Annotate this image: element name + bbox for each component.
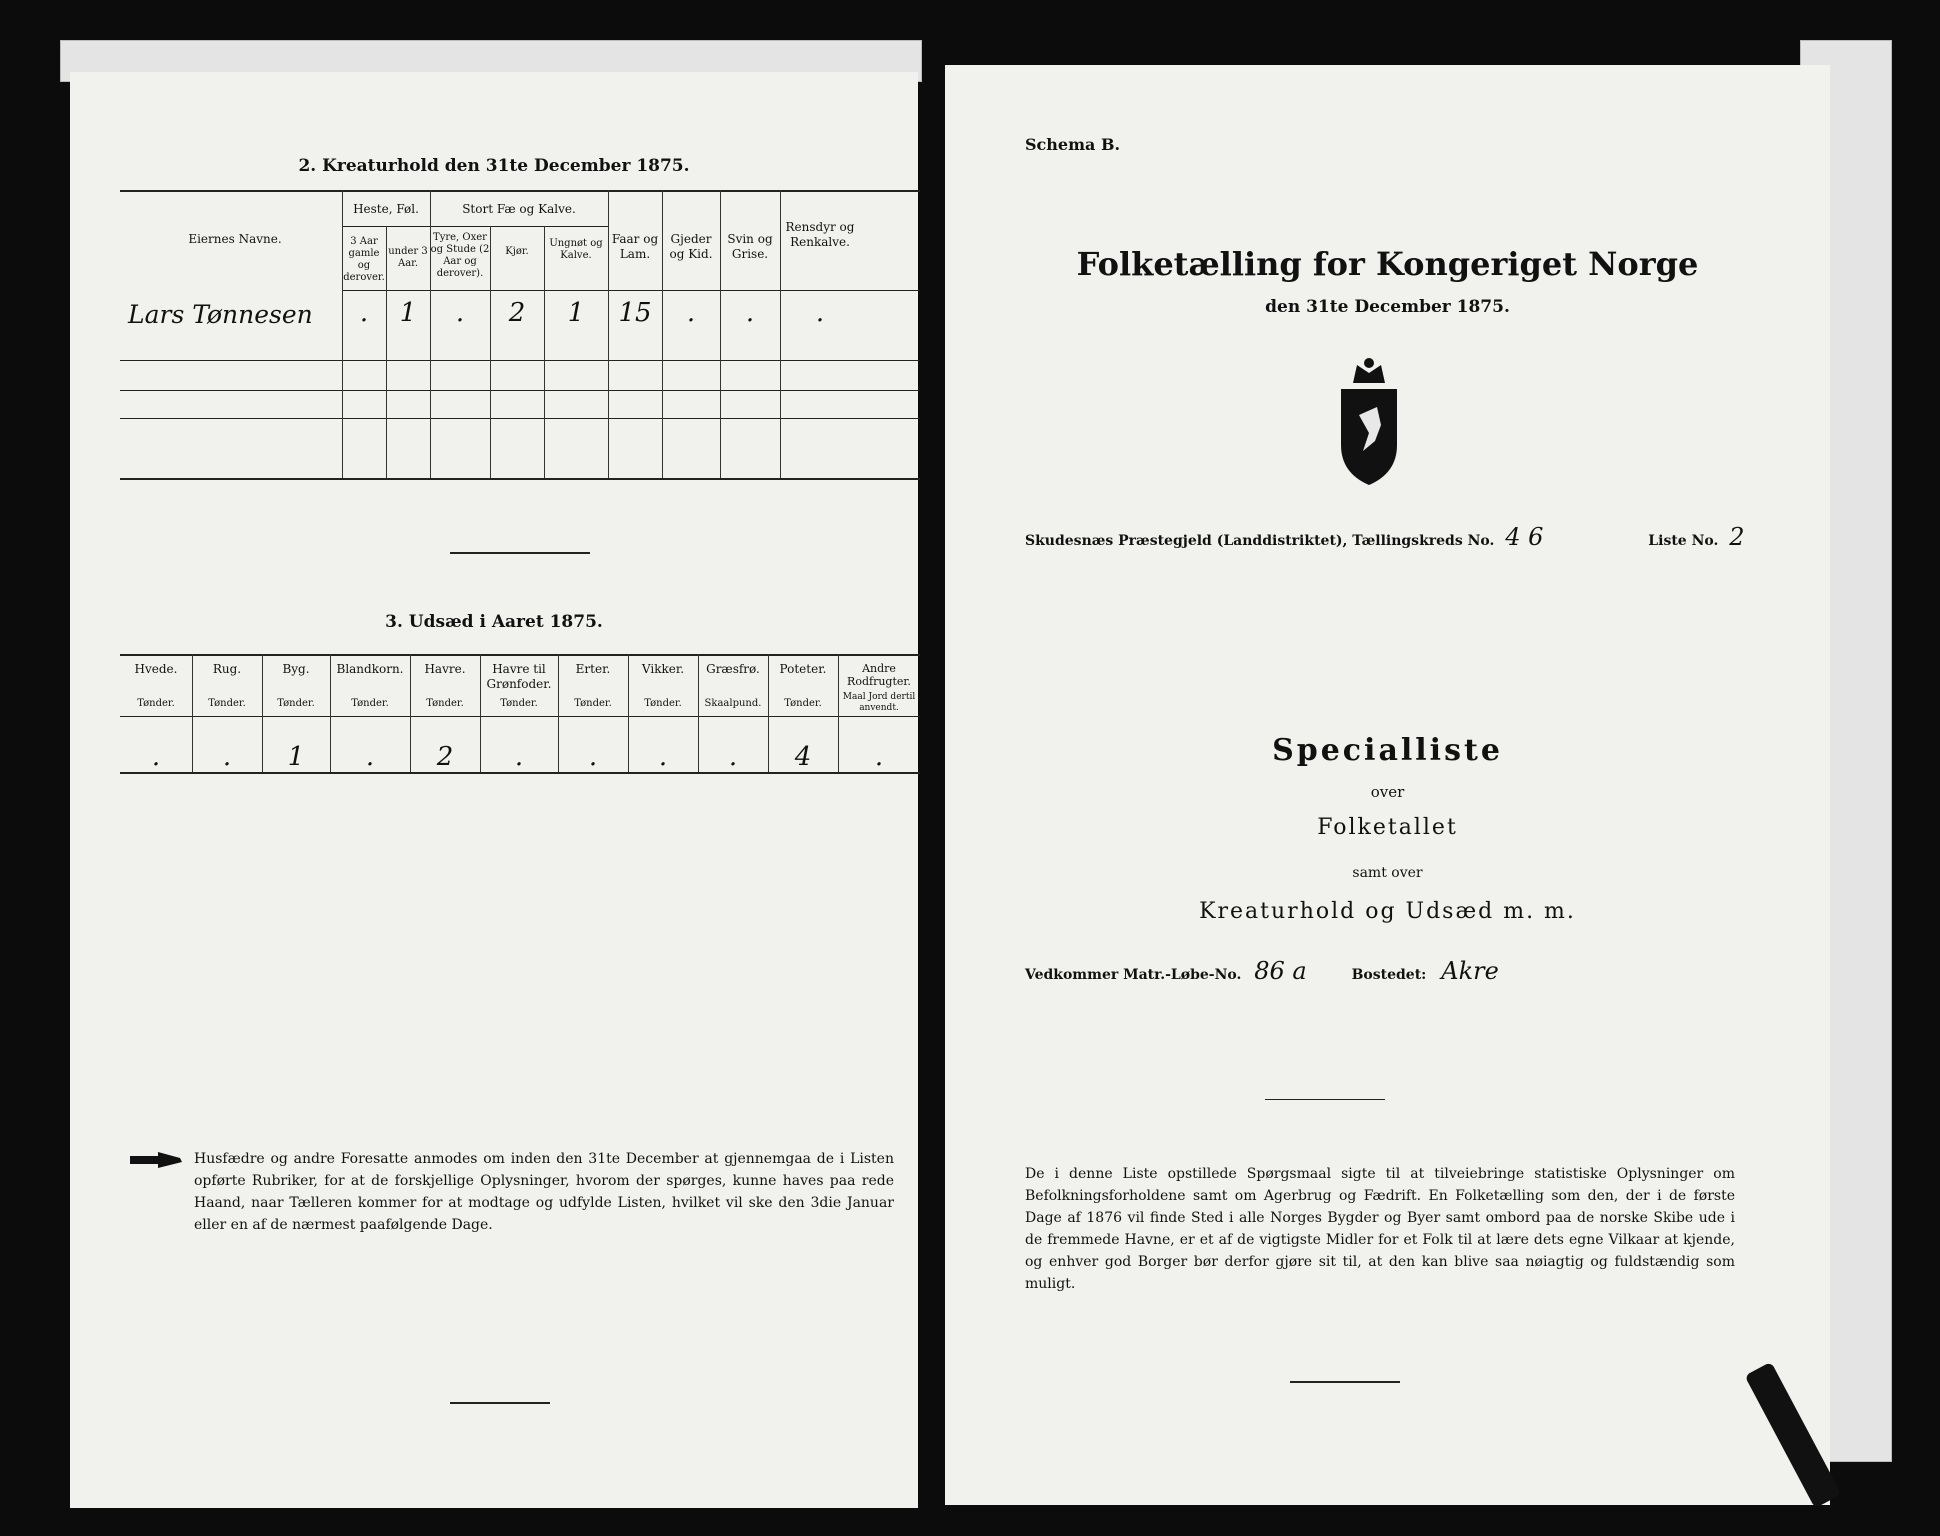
matr-number: 86 a bbox=[1254, 957, 1307, 985]
cattle-group-header: Stort Fæ og Kalve. bbox=[462, 202, 576, 216]
col-header-reindeer: Rensdyr og Renkalve. bbox=[785, 220, 855, 249]
value-cows: 2 bbox=[508, 298, 526, 328]
matr-line: Vedkommer Matr.-Løbe-No. 86 a Bostedet: Akre bbox=[1025, 957, 1499, 985]
col-header-horses-under3: under 3 Aar. bbox=[388, 246, 428, 269]
kreaturhold-text: Kreaturhold og Udsæd m. m. bbox=[1199, 899, 1576, 924]
seed-section-title: 3. Udsæd i Aaret 1875. bbox=[385, 612, 603, 632]
value-horses-3yr: . bbox=[359, 298, 369, 328]
col-header-young-cattle: Ungnøt og Kalve. bbox=[549, 238, 603, 261]
kreds-number: 4 6 bbox=[1505, 523, 1544, 551]
schema-label: Schema B. bbox=[1025, 135, 1121, 154]
divider bbox=[450, 552, 590, 554]
value-pigs: . bbox=[745, 298, 755, 328]
seed-col-potatoes: Poteter. Tønder. 4 bbox=[779, 662, 827, 772]
left-page bbox=[70, 72, 918, 1508]
value-reindeer: . bbox=[815, 298, 825, 328]
livestock-table bbox=[120, 190, 920, 480]
col-header-horses-3yr: 3 Aar gamle og derover. bbox=[343, 236, 385, 283]
divider bbox=[1265, 1099, 1385, 1100]
col-header-bulls: Tyre, Oxer og Stude (2 Aar og derover). bbox=[430, 232, 490, 279]
divider bbox=[450, 1402, 550, 1404]
seed-col-green-fodder: Havre til Grønfoder. Tønder. . bbox=[486, 662, 552, 772]
special-list-title: Specialliste bbox=[1272, 733, 1503, 768]
liste-number: 2 bbox=[1729, 523, 1745, 551]
value-goats: . bbox=[686, 298, 696, 328]
value-young-cattle: 1 bbox=[567, 298, 585, 328]
norwegian-coat-of-arms-icon bbox=[1329, 355, 1409, 487]
value-horses-under3: 1 bbox=[399, 298, 417, 328]
folketallet-text: Folketallet bbox=[1317, 815, 1458, 840]
seed-col-vetch: Vikker. Tønder. . bbox=[641, 662, 685, 772]
instructions-notice: Husfædre og andre Foresatte anmodes om inden den 31te December at gjennemgaa de i Listen opførte Rubriker, for at de forskjellige Oplysninger, hvorom der spørges, kunne haves paa rede Haand, naar Tælleren kommer for at modtage og udfylde Listen, hvilket vil ske den 3die Januar eller en af de nærmest paafølgende Dage. bbox=[194, 1151, 894, 1233]
horses-group-header: Heste, Føl. bbox=[353, 202, 419, 216]
col-header-pigs: Svin og Grise. bbox=[727, 232, 773, 261]
seed-col-oats: Havre. Tønder. 2 bbox=[424, 662, 466, 772]
census-date: den 31te December 1875. bbox=[1265, 297, 1510, 317]
pointing-hand-icon bbox=[128, 1150, 184, 1172]
seed-table bbox=[120, 654, 920, 774]
owner-name-entry: Lars Tønnesen bbox=[128, 300, 313, 329]
divider bbox=[1290, 1381, 1400, 1383]
col-header-cows: Kjør. bbox=[505, 246, 529, 257]
owner-name-header: Eiernes Navne. bbox=[188, 232, 282, 246]
seed-col-mixed-grain: Blandkorn. Tønder. . bbox=[336, 662, 404, 772]
col-header-sheep: Faar og Lam. bbox=[611, 232, 659, 261]
seed-col-barley: Byg. Tønder. 1 bbox=[277, 662, 315, 772]
value-bulls: . bbox=[455, 298, 465, 328]
bosted-value: Akre bbox=[1441, 957, 1499, 985]
value-sheep: 15 bbox=[618, 298, 652, 328]
seed-col-rye: Rug. Tønder. . bbox=[208, 662, 246, 772]
seed-col-wheat: Hvede. Tønder. . bbox=[134, 662, 178, 772]
district-line: Skudesnæs Præstegjeld (Landdistriktet), Tællingskreds No. 4 6 Liste No. 2 bbox=[1025, 523, 1745, 551]
right-page bbox=[945, 65, 1830, 1505]
over-text: over bbox=[1370, 783, 1405, 801]
seed-col-root-crops: Andre Rodfrugter. Maal Jord dertil anvendt. . bbox=[842, 662, 916, 772]
explanatory-paragraph: De i denne Liste opstillede Spørgsmaal sigte til at tilveiebringe statistiske Oplysninger om Befolkningsforholdene samt om Agerbrug og Fædrift. En Folketælling som den, der i de første Dage af 1876 vil finde Sted i alle Norges Bygder og Byer samt ombord paa de norske Skibe ude i de fremmede Havne, er et af de vigtigste Midler for et Folk til at lære dets egne Vilkaar at kjende, og enhver god Borger bør derfor gjøre sit til, at den kan blive saa nøiagtig og fuldstændig som muligt. bbox=[1025, 1166, 1735, 1292]
main-title: Folketælling for Kongeriget Norge bbox=[1076, 245, 1699, 283]
seed-col-peas: Erter. Tønder. . bbox=[574, 662, 612, 772]
samt-over-text: samt over bbox=[1352, 865, 1423, 881]
seed-col-grass-seed: Græsfrø. Skaalpund. . bbox=[704, 662, 762, 772]
livestock-section-title: 2. Kreaturhold den 31te December 1875. bbox=[298, 156, 690, 176]
col-header-goats: Gjeder og Kid. bbox=[669, 232, 713, 261]
